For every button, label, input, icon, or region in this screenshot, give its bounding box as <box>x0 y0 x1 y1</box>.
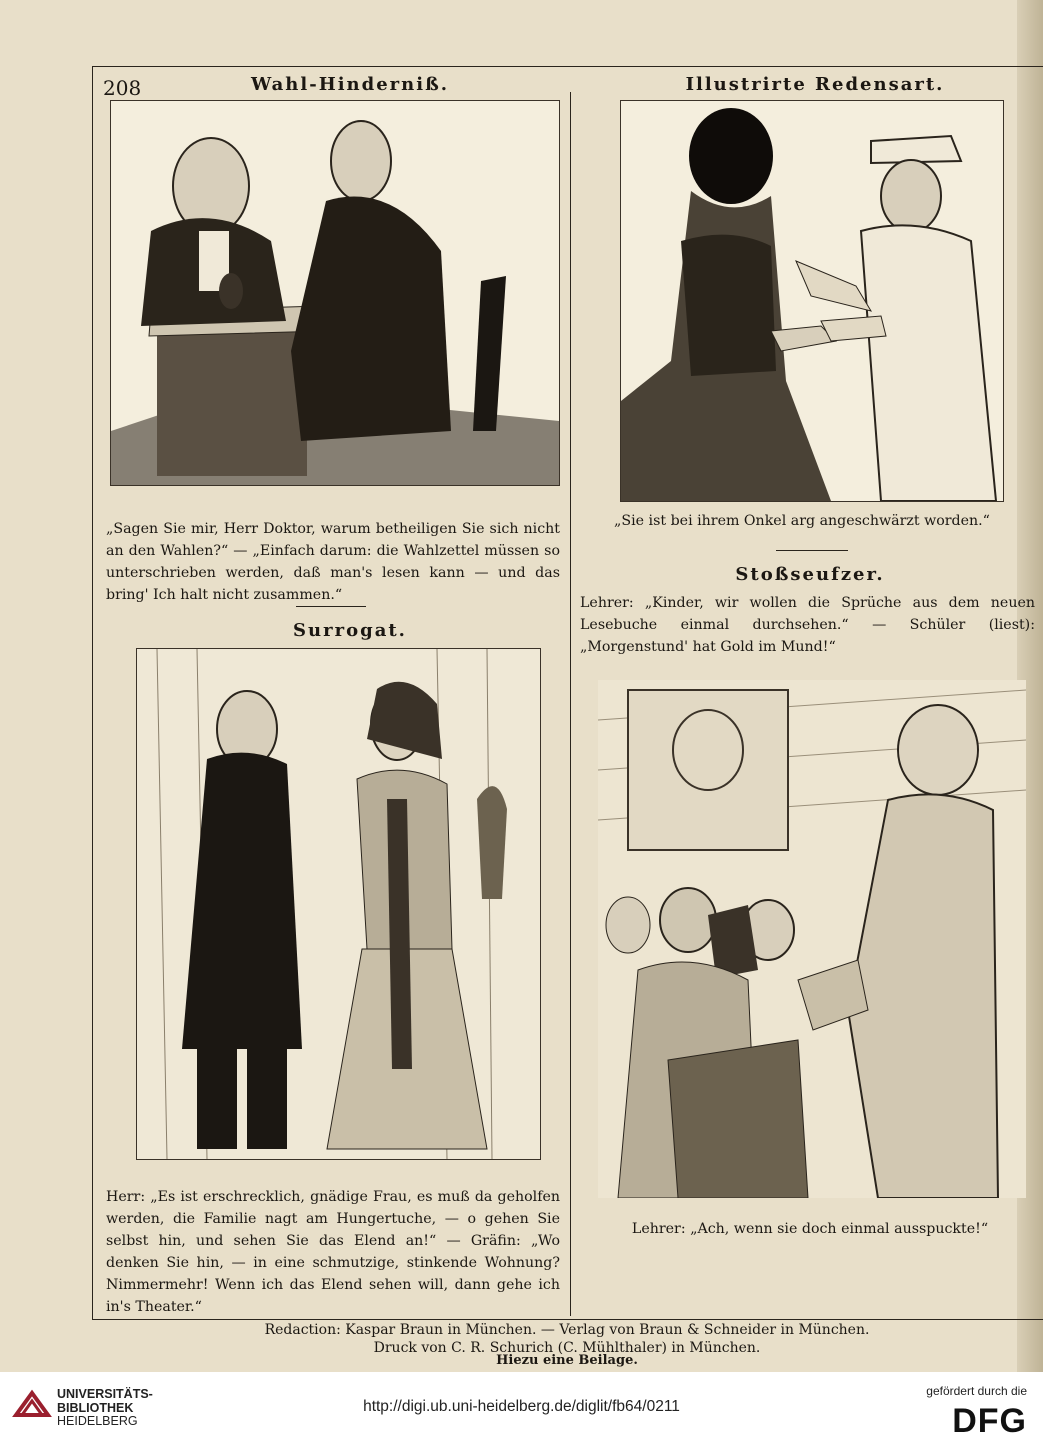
library-name-line-2: BIBLIOTHEK <box>57 1400 134 1415</box>
imprint-line-2: Druck von C. R. Schurich (C. Mühlthaler) in München. <box>373 1340 761 1356</box>
library-footer-bar <box>0 1372 1043 1452</box>
illustration-two-men-at-table <box>110 100 560 486</box>
illustration-teacher-and-pupils <box>598 680 1026 1198</box>
separator-rule <box>296 606 366 607</box>
caption-stossseufzer: Lehrer: „Kinder, wir wollen die Sprüche aus dem neuen Lesebuche einmal durchsehen.“ — Schüler (liest): „Morgenstund' hat Gold im Mund!“ <box>580 595 1035 655</box>
caption-surrogat: Herr: „Es ist erschrecklich, gnädige Frau, es muß da geholfen werden, die Familie nagt am Hungertuche, — o gehen Sie selbst hin, und sehen Sie das Elend an!“ — Gräfin: „Wo denken Sie hin, — in eine schmutzige, stinkende Wohnung? Nimmermehr! Wenn ich das Elend sehen will, dann gehe ich in's Theater.“ <box>106 1189 560 1315</box>
title-stossseufzer: Stoßseufzer. <box>735 564 885 585</box>
illustration-silhouette-woman-and-baker <box>620 100 1004 502</box>
library-name-line-1: UNIVERSITÄTS- <box>57 1387 153 1401</box>
title-surrogat: Surrogat. <box>293 620 407 641</box>
caption-wahl-hinderniss: „Sagen Sie mir, Herr Doktor, warum betheiligen Sie sich nicht an den Wahlen?“ — „Einfach darum: die Wahlzettel müssen so unterschrieben werden, daß man's lesen kann — und das bring' Ich halt nicht zusammen.“ <box>106 521 560 603</box>
title-wahl-hinderniss: Wahl-Hinderniß. <box>250 74 450 95</box>
caption-illustrirte-redensart: „Sie ist bei ihrem Onkel arg angeschwärzt worden.“ <box>614 513 990 529</box>
imprint-line-3: Hiezu eine Beilage. <box>496 1353 638 1368</box>
title-illustrirte-redensart: Illustrirte Redensart. <box>685 74 945 95</box>
imprint-line-1: Redaction: Kaspar Braun in München. — Verlag von Braun & Schneider in München. <box>264 1322 870 1338</box>
page-number: 208 <box>103 76 142 100</box>
source-url-link[interactable]: http://digi.ub.uni-heidelberg.de/diglit/fb64/0211 <box>363 1398 680 1415</box>
separator-rule-right <box>776 550 848 551</box>
column-rule <box>570 92 571 1316</box>
dfg-logo: DFG <box>952 1402 1027 1440</box>
library-name-line-3: HEIDELBERG <box>57 1414 138 1428</box>
caption-teacher-and-pupils: Lehrer: „Ach, wenn sie doch einmal ausspuckte!“ <box>631 1221 989 1237</box>
funded-by-label: gefördert durch die <box>926 1384 1027 1398</box>
illustration-gentleman-and-lady <box>136 648 541 1160</box>
